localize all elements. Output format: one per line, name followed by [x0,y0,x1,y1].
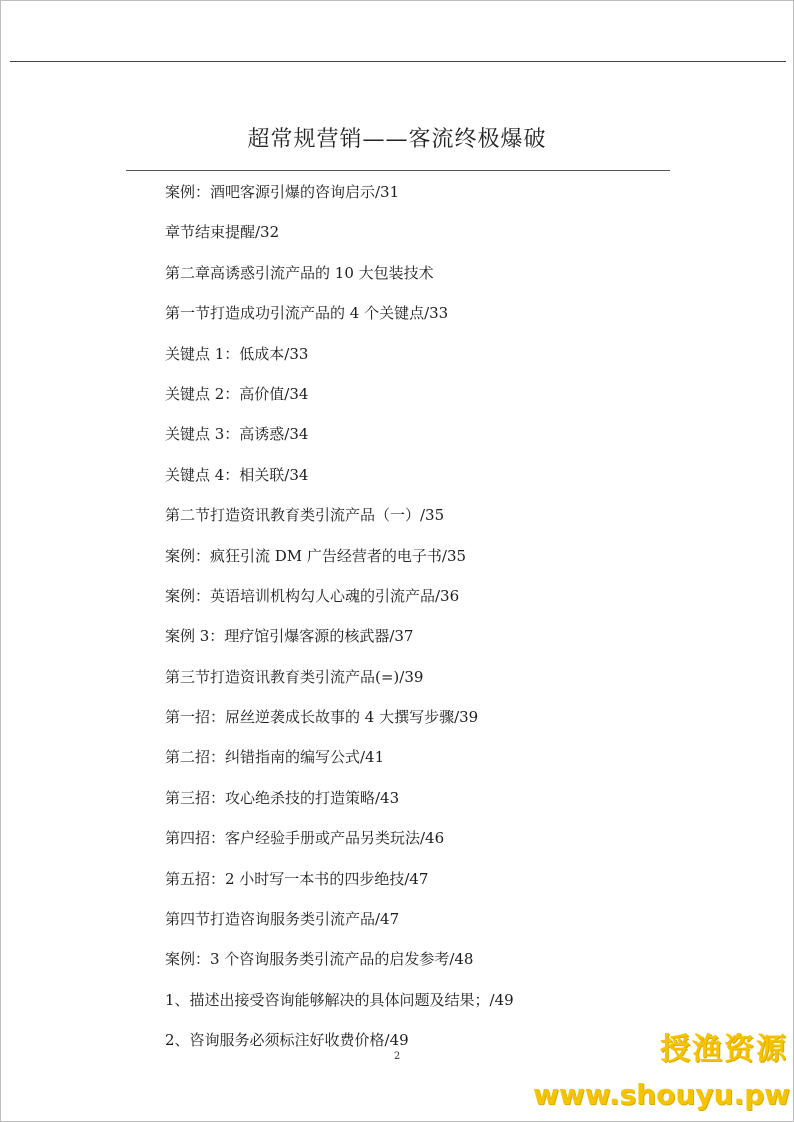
watermark [524,1032,794,1122]
toc-entry: 第一节打造成功引流产品的 4 个关键点/33 [165,304,449,323]
toc-entry: 关键点 1：低成本/33 [165,344,309,363]
toc-entry: 第三节打造资讯教育类引流产品(=)/39 [165,667,424,686]
toc-entry: 第二节打造资讯教育类引流产品（一）/35 [165,506,445,525]
toc-entry: 第二招：纠错指南的编写公式/41 [165,748,385,767]
toc-entry: 2、咨询服务必须标注好收费价格/49 [165,1031,409,1050]
toc-entry: 关键点 2：高价值/34 [165,384,309,403]
watermark-url: www.shouyu.pw [533,1078,790,1111]
toc-entry: 关键点 4：相关联/34 [165,465,309,484]
toc-entry: 第五招：2 小时写一本书的四步绝技/47 [165,869,429,888]
table-of-contents [165,178,514,1067]
toc-entry: 第四节打造咨询服务类引流产品/47 [165,910,400,929]
page-number: 2 [393,1051,401,1062]
toc-entry: 案例：3 个咨询服务类引流产品的启发参考/48 [165,950,474,969]
toc-entry: 第二章高诱惑引流产品的 10 大包装技术 [165,263,434,282]
toc-entry: 案例：英语培训机构勾人心魂的引流产品/36 [165,586,460,605]
toc-entry: 1、描述出接受咨询能够解决的具体问题及结果；/49 [165,990,514,1009]
toc-entry: 第四招：客户经验手册或产品另类玩法/46 [165,829,445,848]
toc-entry: 案例：疯狂引流 DM 广告经营者的电子书/35 [165,546,467,565]
toc-entry: 案例：酒吧客源引爆的咨询启示/31 [165,183,400,201]
title-underline [126,170,670,171]
header-rule [10,61,786,62]
toc-entry: 第一招：屌丝逆袭成长故事的 4 大撰写步骤/39 [165,708,479,727]
watermark-text: 授渔资源 [660,1032,788,1067]
toc-entry: 关键点 3：高诱惑/34 [165,425,309,444]
toc-entry: 案例 3：理疗馆引爆客源的核武器/37 [165,627,414,646]
toc-entry: 章节结束提醒/32 [165,223,280,242]
document-title: 超常规营销——客流终极爆破 [247,127,547,152]
toc-entry: 第三招：攻心绝杀技的打造策略/43 [165,788,400,807]
